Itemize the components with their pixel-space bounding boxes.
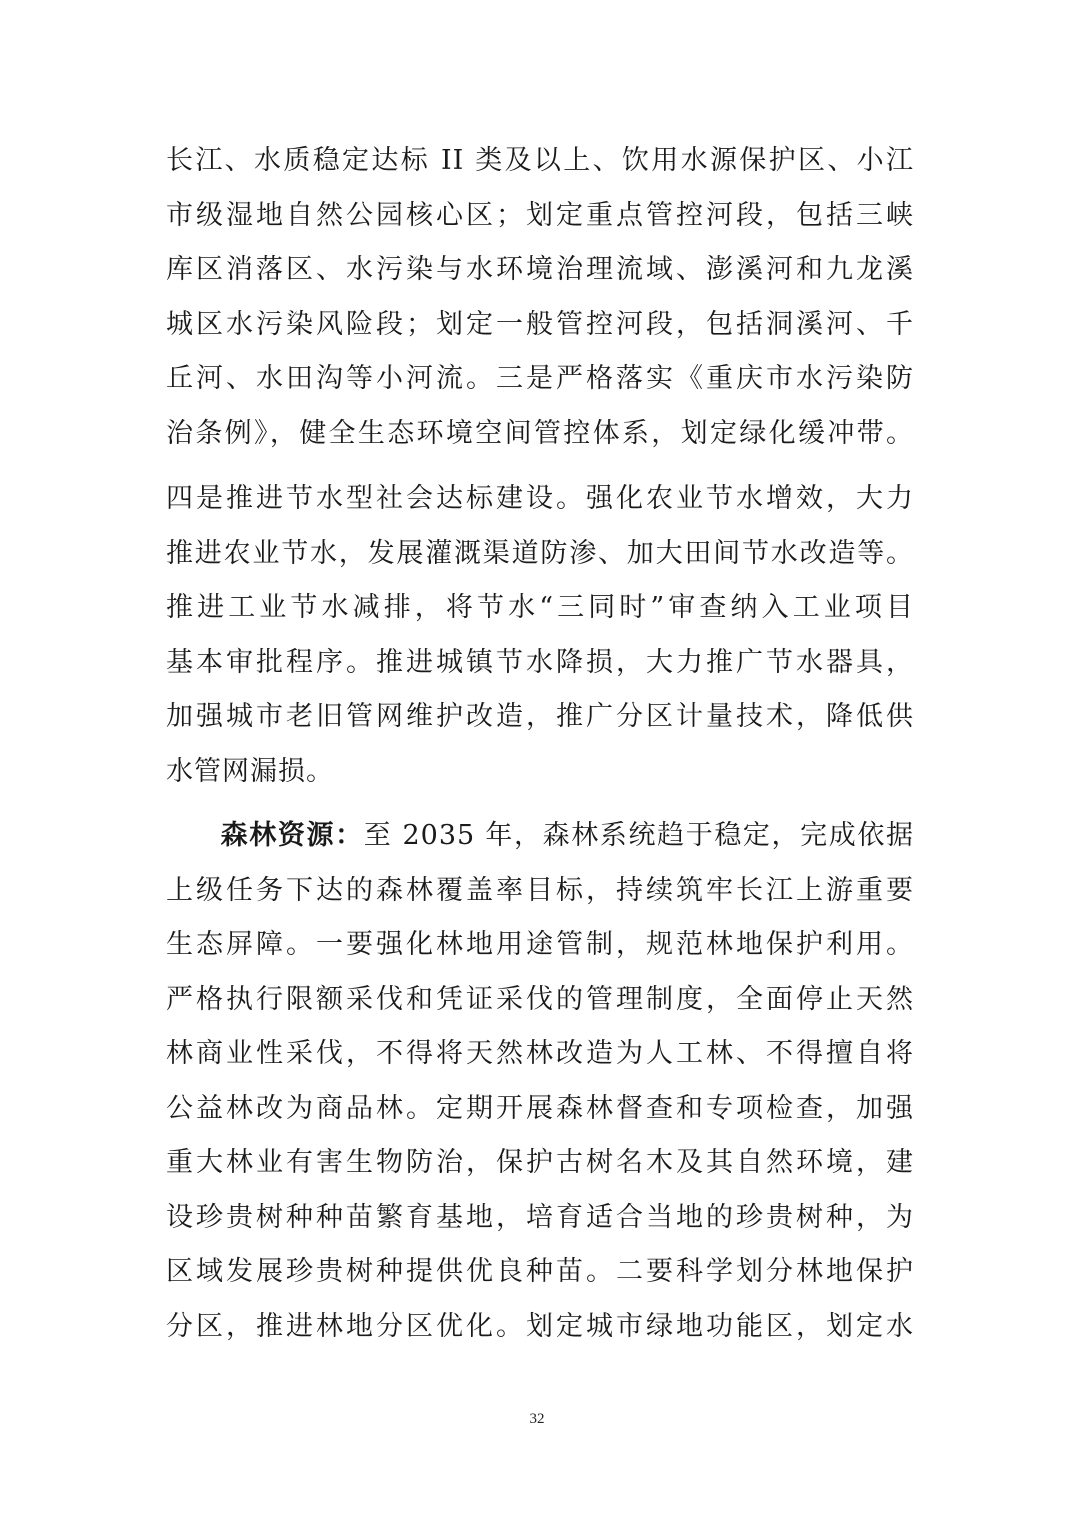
text-line: 林商业性采伐，不得将天然林改造为人工林、不得擅自将 [166, 1038, 914, 1069]
text-line: 上级任务下达的森林覆盖率目标，持续筑牢长江上游重要 [166, 874, 914, 906]
text-line-first [166, 809, 914, 864]
text-line: 推进工业节水减排，将节水“三同时”审查纳入工业项目 [166, 592, 914, 623]
text-line: 公益林改为商品林。定期开展森林督查和专项检查，加强 [166, 1092, 914, 1124]
text-line: 库区消落区、水污染与水环境治理流域、澎溪河和九龙溪 [166, 254, 914, 285]
paragraph-forest-resources [166, 809, 914, 1354]
text-line: 区域发展珍贵树种提供优良种苗。二要科学划分林地保护 [166, 1256, 914, 1287]
text-line: 四是推进节水型社会达标建设。强化农业节水增效，大力 [166, 483, 914, 514]
text-line: 治条例》，健全生态环境空间管控体系，划定绿化缓冲带。 [166, 417, 914, 449]
text-line: 推进农业节水，发展灌溉渠道防渗、加大田间节水改造等。 [166, 537, 914, 569]
text-line: 重大林业有害生物防治，保护古树名木及其自然环境，建 [166, 1147, 914, 1178]
text-line: 分区，推进林地分区优化。划定城市绿地功能区，划定水 [166, 1310, 914, 1342]
text-line: 加强城市老旧管网维护改造，推广分区计量技术，降低供 [166, 701, 914, 732]
text-line: 市级湿地自然公园核心区；划定重点管控河段，包括三峡 [166, 199, 914, 231]
text-line: 城区水污染风险段；划定一般管控河段，包括洞溪河、千 [166, 308, 914, 340]
text-line: 设珍贵树种种苗繁育基地，培育适合当地的珍贵树种，为 [166, 1201, 914, 1233]
section-heading: 森林资源： [220, 820, 364, 851]
paragraph-water-saving [166, 472, 914, 799]
text-line: 基本审批程序。推进城镇节水降损，大力推广节水器具， [166, 646, 914, 678]
text-line: 丘河、水田沟等小河流。三是严格落实《重庆市水污染防 [166, 363, 914, 394]
paragraph-water-continued [166, 134, 914, 461]
text-segment: 至 2035 年，森林系统趋于稳定，完成依据 [363, 820, 914, 851]
text-line: 生态屏障。一要强化林地用途管制，规范林地保护利用。 [166, 929, 914, 960]
text-line: 水管网漏损。 [166, 755, 334, 787]
page-number: 32 [529, 1411, 545, 1427]
text-line: 长江、水质稳定达标 II 类及以上、饮用水源保护区、小江 [166, 145, 914, 176]
text-line: 严格执行限额采伐和凭证采伐的管理制度，全面停止天然 [166, 983, 914, 1015]
